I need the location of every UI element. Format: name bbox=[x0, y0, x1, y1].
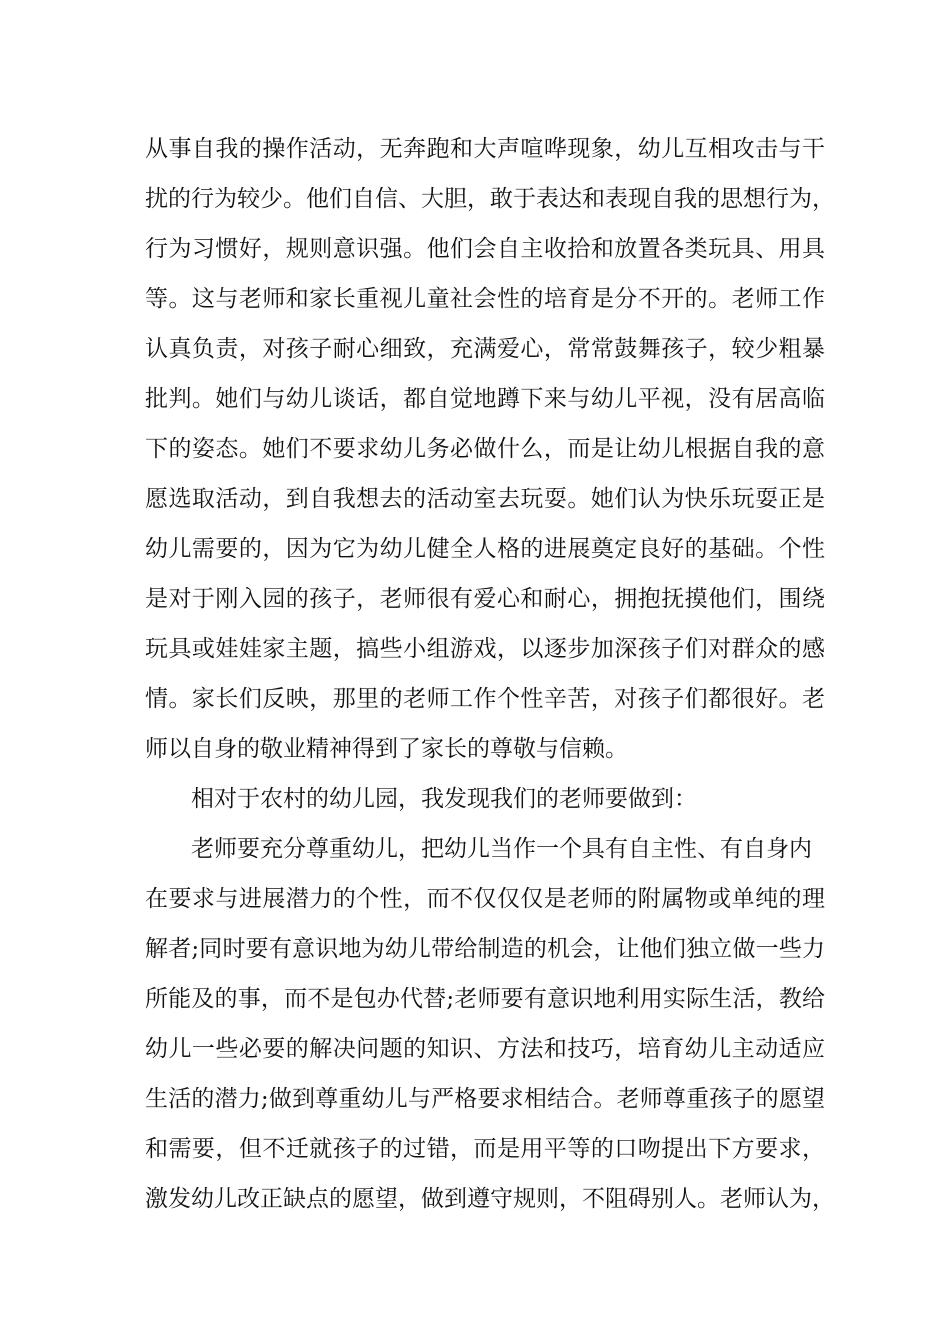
text-line: 情。家长们反映，那里的老师工作个性辛苦，对孩子们都很好。老 bbox=[145, 686, 825, 712]
text-line: 在要求与进展潜力的个性，而不仅仅仅是老师的附属物或单纯的理 bbox=[145, 886, 825, 912]
paragraph-heading-line: 相对于农村的幼儿园，我发现我们的老师要做到： bbox=[191, 786, 697, 812]
paragraph-last-line: 师以自身的敬业精神得到了家长的尊敬与信赖。 bbox=[145, 736, 628, 762]
text-line: 是对于刚入园的孩子，老师很有爱心和耐心，拥抱抚摸他们，围绕 bbox=[145, 586, 825, 612]
text-line: 下的姿态。她们不要求幼儿务必做什么，而是让幼儿根据自我的意 bbox=[145, 436, 825, 462]
body-text bbox=[145, 124, 835, 1224]
text-line: 幼儿需要的，因为它为幼儿健全人格的进展奠定良好的基础。个性 bbox=[145, 536, 825, 562]
text-line: 愿选取活动，到自我想去的活动室去玩耍。她们认为快乐玩耍正是 bbox=[145, 486, 825, 512]
text-line: 幼儿一些必要的解决问题的知识、方法和技巧，培育幼儿主动适应 bbox=[145, 1036, 825, 1062]
text-line: 认真负责，对孩子耐心细致，充满爱心，常常鼓舞孩子，较少粗暴 bbox=[145, 336, 825, 362]
text-line: 所能及的事，而不是包办代替;老师要有意识地利用实际生活，教给 bbox=[145, 986, 825, 1012]
text-line: 激发幼儿改正缺点的愿望，做到遵守规则，不阻碍别人。老师认为， bbox=[145, 1186, 835, 1212]
text-line: 批判。她们与幼儿谈话，都自觉地蹲下来与幼儿平视，没有居高临 bbox=[145, 386, 825, 412]
text-line: 生活的潜力;做到尊重幼儿与严格要求相结合。老师尊重孩子的愿望 bbox=[145, 1086, 825, 1112]
text-line: 玩具或娃娃家主题，搞些小组游戏，以逐步加深孩子们对群众的感 bbox=[145, 636, 825, 662]
text-line: 行为习惯好，规则意识强。他们会自主收拾和放置各类玩具、用具 bbox=[145, 236, 825, 262]
paragraph-first-line: 老师要充分尊重幼儿，把幼儿当作一个具有自主性、有自身内 bbox=[191, 836, 812, 862]
text-line: 解者;同时要有意识地为幼儿带给制造的机会，让他们独立做一些力 bbox=[145, 936, 825, 962]
text-line: 从事自我的操作活动，无奔跑和大声喧哗现象，幼儿互相攻击与干 bbox=[145, 136, 825, 162]
text-line: 和需要，但不迁就孩子的过错，而是用平等的口吻提出下方要求， bbox=[145, 1136, 825, 1162]
text-line: 等。这与老师和家长重视儿童社会性的培育是分不开的。老师工作 bbox=[145, 286, 825, 312]
text-line: 扰的行为较少。他们自信、大胆，敢于表达和表现自我的思想行为， bbox=[145, 186, 835, 212]
